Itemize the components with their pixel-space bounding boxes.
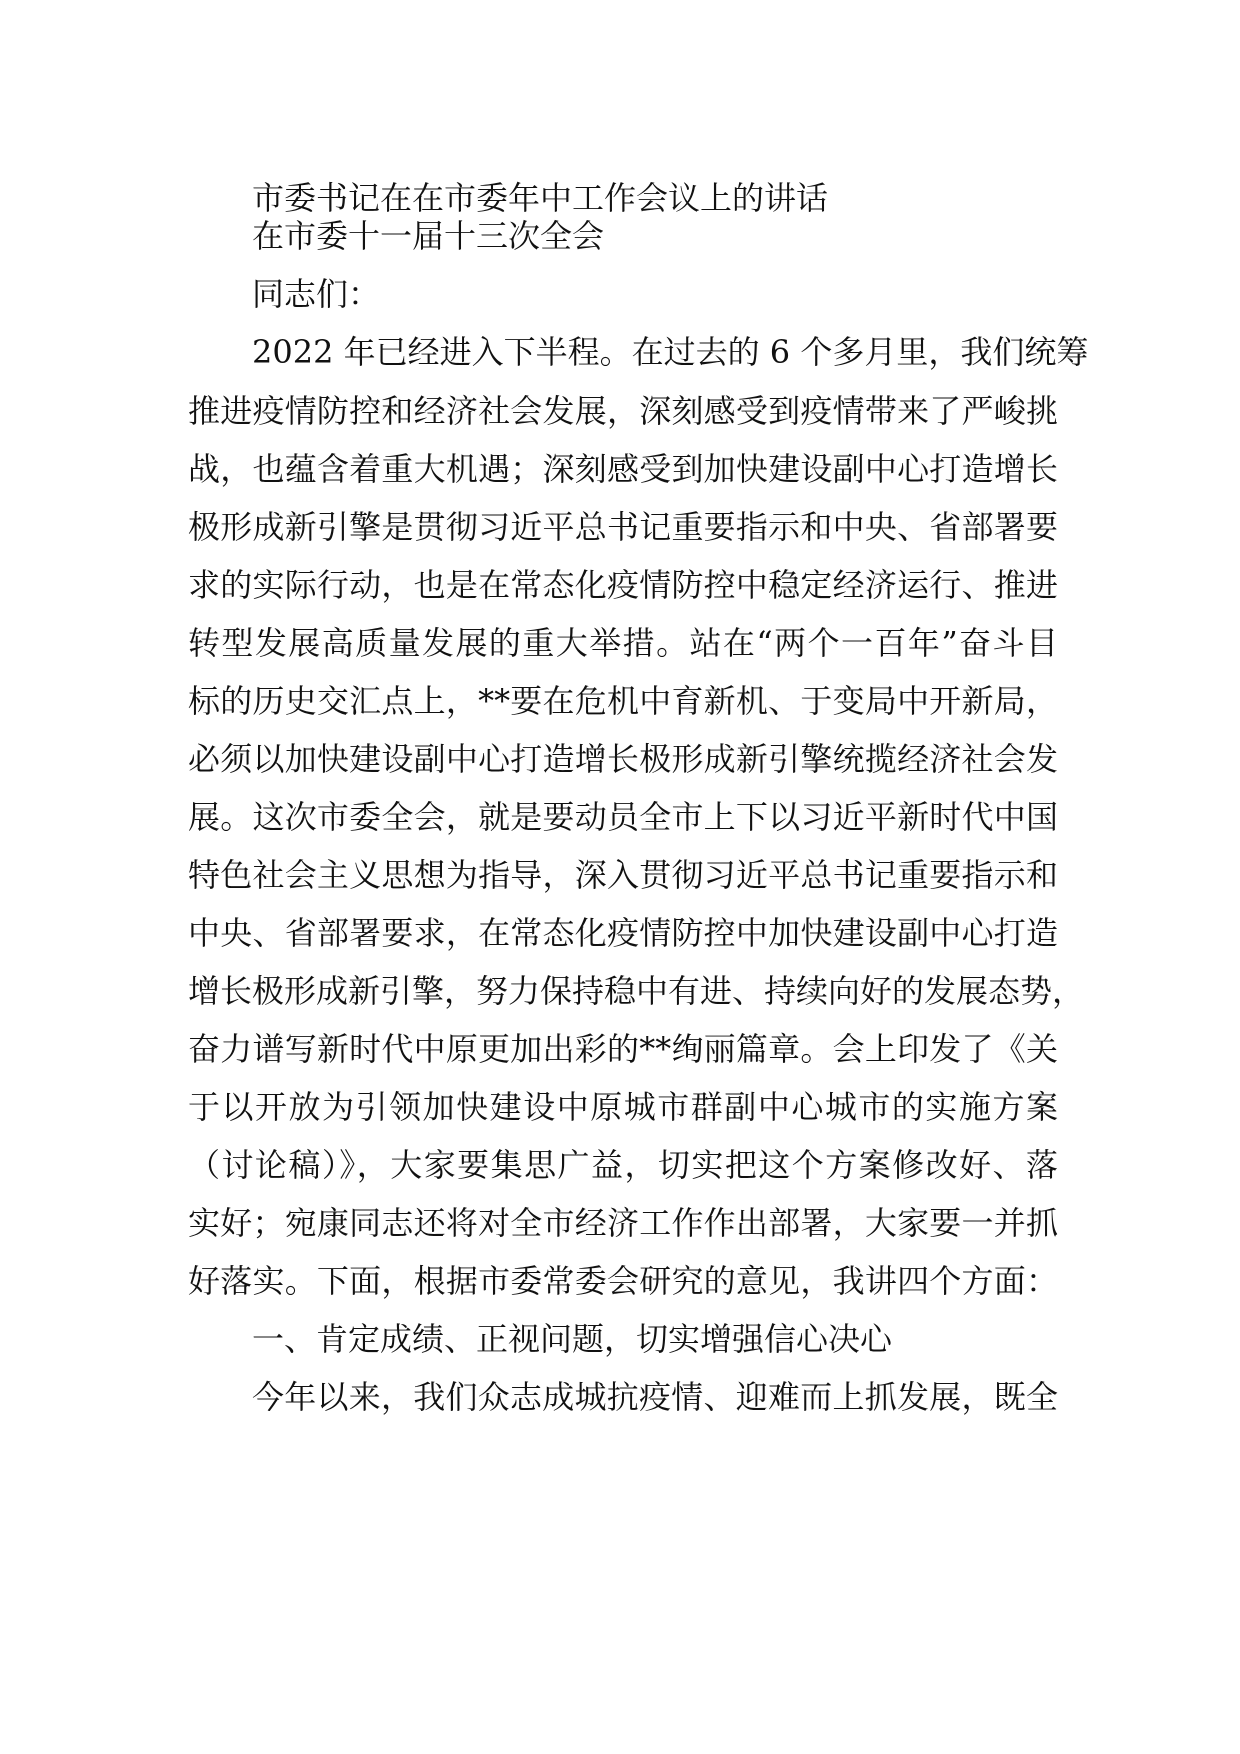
section-heading: 一、肯定成绩、正视问题，切实增强信心决心 (252, 1320, 893, 1358)
paragraph-line: 推进疫情防控和经济社会发展，深刻感受到疫情带来了严峻挑 (188, 392, 1058, 430)
paragraph-line: 2022 年已经进入下半程。在过去的 6 个多月里，我们统筹 (252, 333, 1089, 371)
paragraph-line: 增长极形成新引擎，努力保持稳中有进、持续向好的发展态势， (188, 972, 1085, 1010)
paragraph-line: 今年以来，我们众志成城抗疫情、迎难而上抓发展，既全 (252, 1378, 1058, 1416)
paragraph-line: 中央、省部署要求，在常态化疫情防控中加快建设副中心打造 (188, 914, 1058, 952)
paragraph-line: 极形成新引擎是贯彻习近平总书记重要指示和中央、省部署要 (188, 508, 1058, 546)
salutation: 同志们： (252, 275, 381, 313)
paragraph-line: 奋力谱写新时代中原更加出彩的**绚丽篇章。会上印发了《关 (188, 1030, 1058, 1068)
paragraph-line: 战，也蕴含着重大机遇；深刻感受到加快建设副中心打造增长 (188, 450, 1058, 488)
document-subtitle: 在市委十一届十三次全会 (252, 217, 605, 255)
paragraph-line: 展。这次市委全会，就是要动员全市上下以习近平新时代中国 (188, 798, 1058, 836)
paragraph-line: 实好；宛康同志还将对全市经济工作作出部署，大家要一并抓 (188, 1204, 1058, 1242)
paragraph-line: 必须以加快建设副中心打造增长极形成新引擎统揽经济社会发 (188, 740, 1058, 778)
paragraph-line: 好落实。下面，根据市委常委会研究的意见，我讲四个方面： (188, 1262, 1058, 1300)
paragraph-line: 求的实际行动，也是在常态化疫情防控中稳定经济运行、推进 (188, 566, 1058, 604)
paragraph-line: 特色社会主义思想为指导，深入贯彻习近平总书记重要指示和 (188, 856, 1058, 894)
paragraph-line: 标的历史交汇点上，**要在危机中育新机、于变局中开新局， (188, 682, 1058, 720)
document-title: 市委书记在在市委年中工作会议上的讲话 (252, 179, 829, 217)
paragraph-line: 转型发展高质量发展的重大举措。站在“两个一百年”奋斗目 (188, 624, 1058, 662)
paragraph-line: 于以开放为引领加快建设中原城市群副中心城市的实施方案 (188, 1088, 1058, 1126)
paragraph-line: （讨论稿）》，大家要集思广益，切实把这个方案修改好、落 (188, 1146, 1058, 1184)
